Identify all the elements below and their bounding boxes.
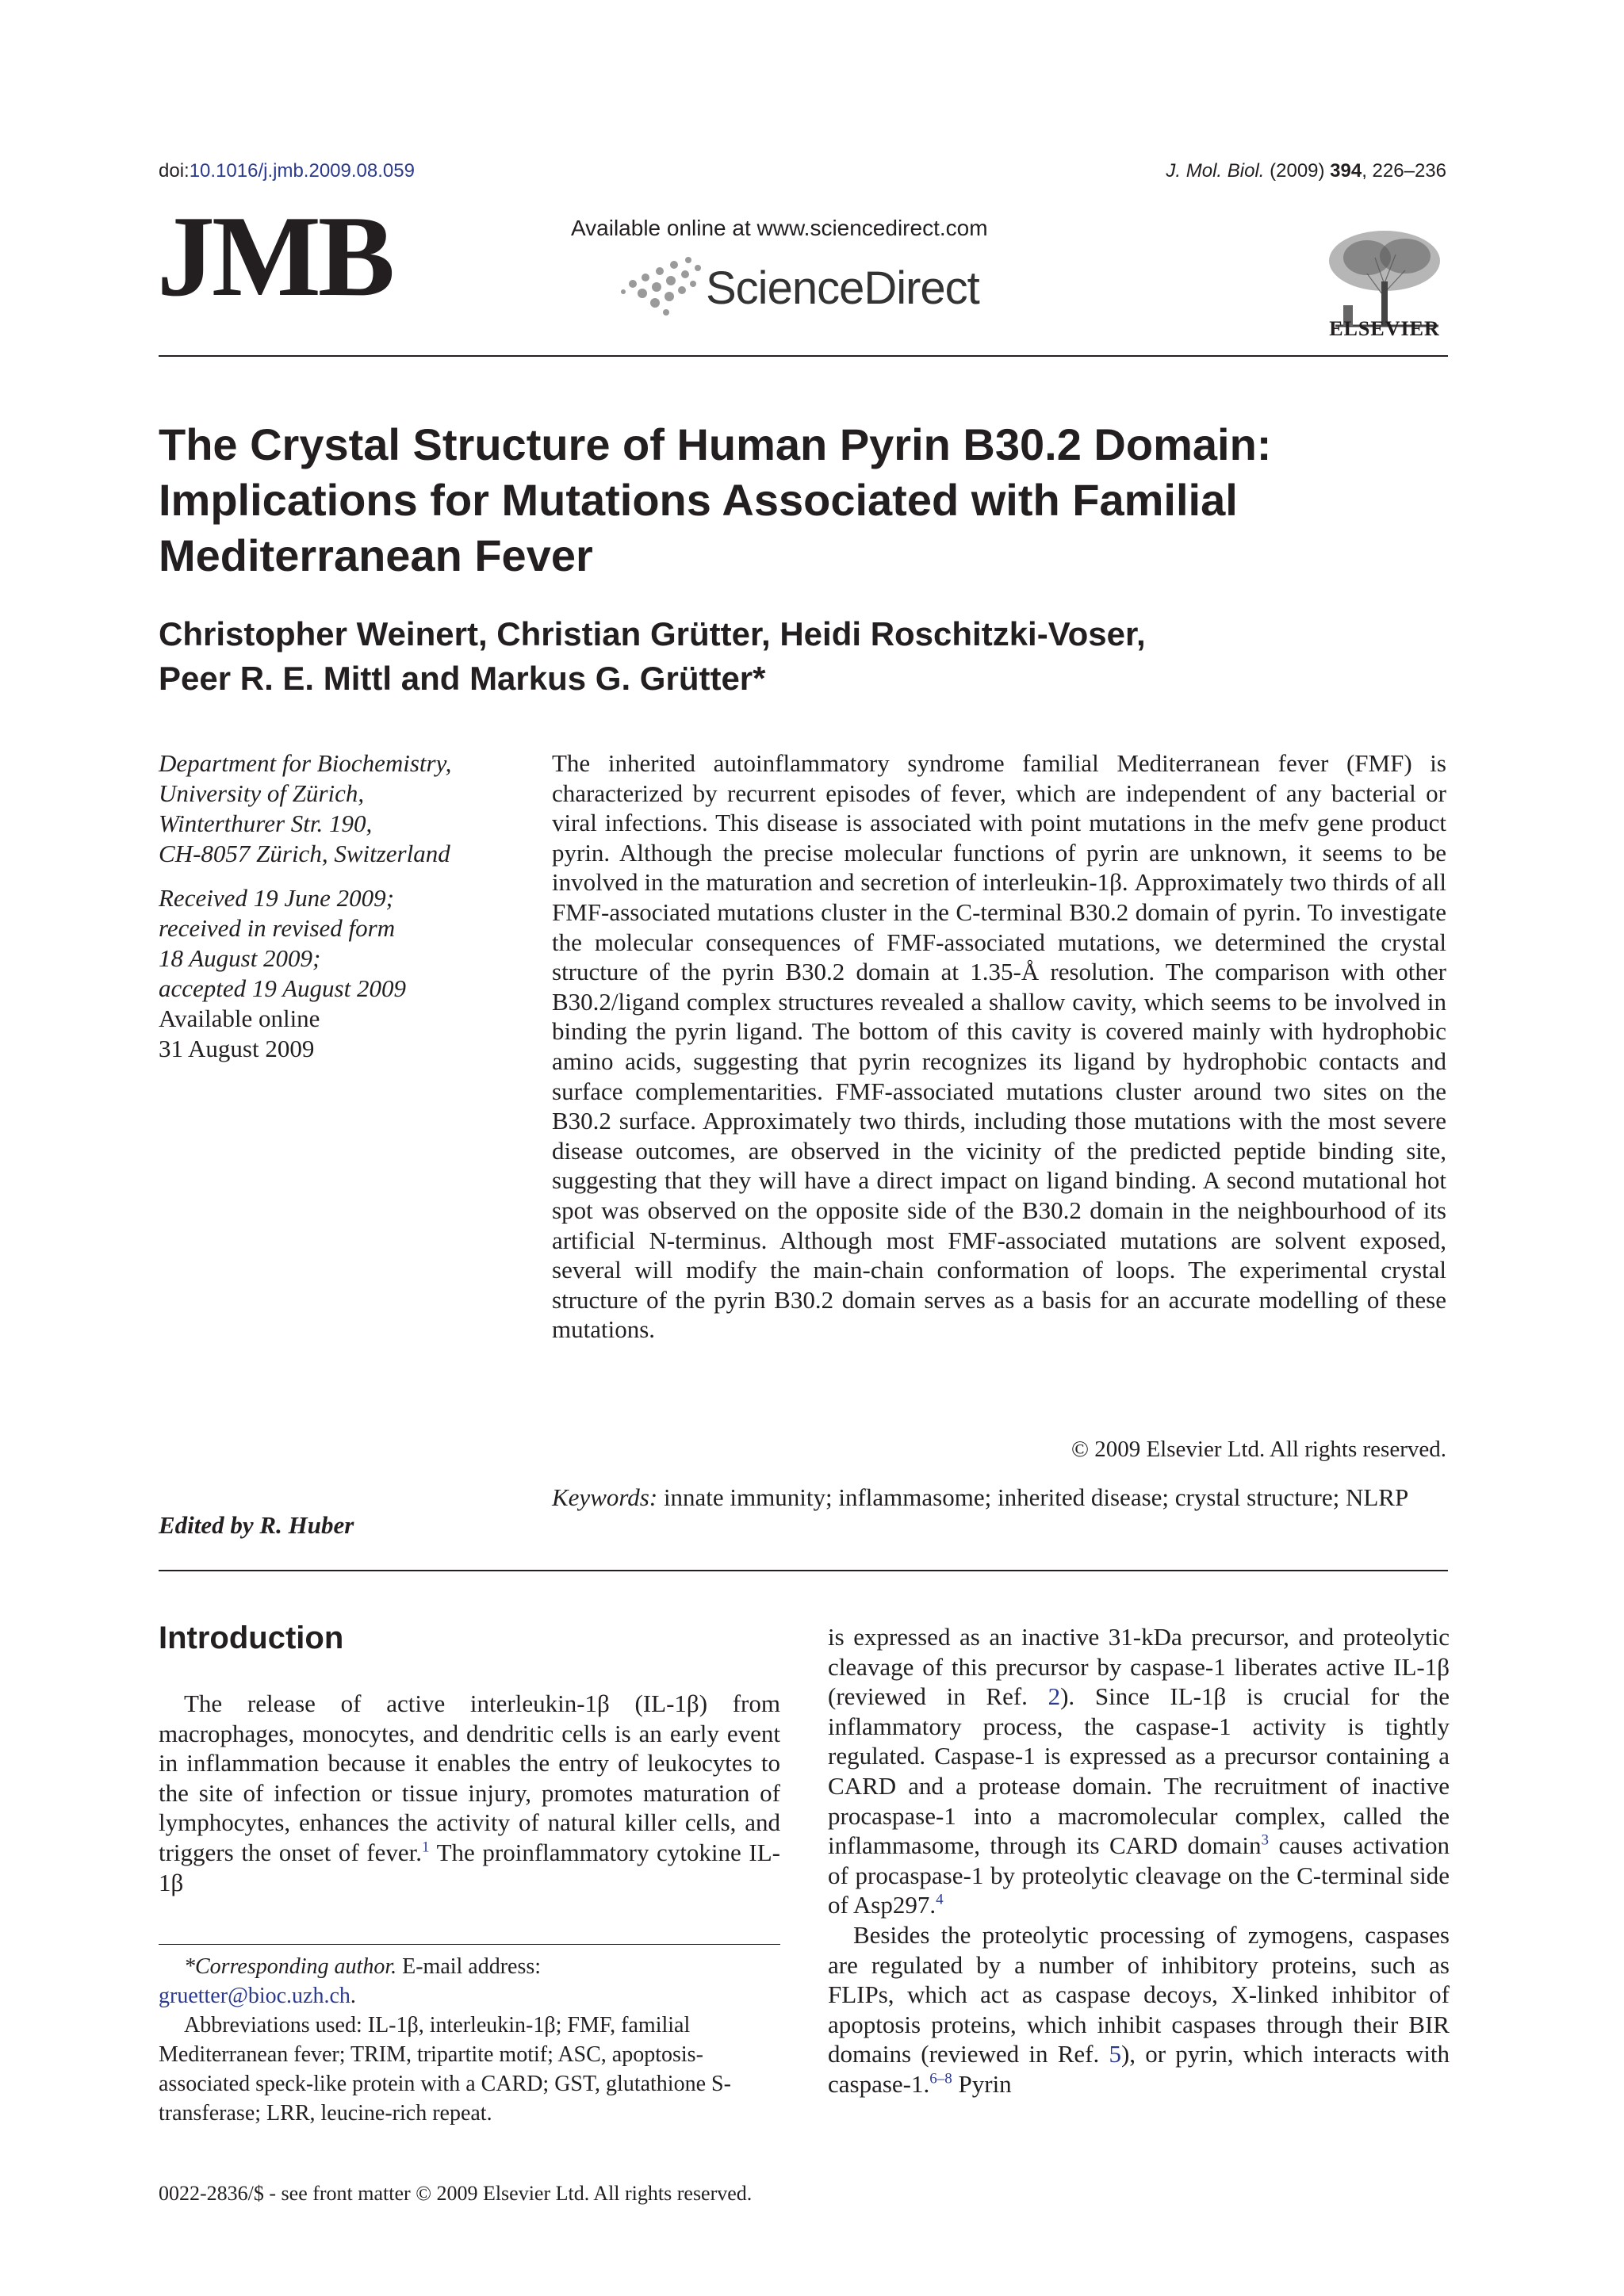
sciencedirect-wordmark: ScienceDirect: [706, 262, 979, 314]
journal-name: J. Mol. Biol.: [1166, 160, 1265, 182]
section-heading: Introduction: [159, 1621, 344, 1655]
paragraph: Besides the proteolytic processing of zymogens, caspases are regulated by a number of inhibitory proteins, such as FLIPs, which act as caspase decoys, X-linked inhibitor of apoptosis proteins, which inhibit caspases through their BIR domains (reviewed in Ref. 5), or pyrin, which interacts with caspase-1.$^{6-8}$ Pyrin: [828, 1920, 1450, 2098]
elsevier-logo-text: ELSEVIER: [1329, 317, 1440, 340]
edited-by: Edited by R. Huber: [159, 1511, 354, 1539]
author-list: [159, 612, 1459, 701]
corresponding-author-note: *Corresponding author. E-mail address:: [184, 1954, 542, 1979]
body-column-left: [159, 1689, 780, 1897]
authors-line-1: Christopher Weinert, Christian Grütter, Heidi Roschitzki-Voser,: [159, 615, 1146, 652]
article-title: The Crystal Structure of Human Pyrin B30.2 Domain: Implications for Mutations Associated with Familial Mediterranean Fever: [159, 419, 1272, 580]
reference-link[interactable]: 5: [1109, 2040, 1121, 2068]
header-divider: [159, 355, 1448, 357]
email-link[interactable]: gruetter@bioc.uzh.ch: [159, 1984, 350, 2008]
keywords: [552, 1483, 1446, 1513]
keywords-list: innate immunity; inflammasome; inherited disease; crystal structure; NLRP: [663, 1483, 1409, 1511]
paragraph: is expressed as an inactive 31-kDa precursor, and proteolytic cleavage of this precursor by caspase-1 liberates active IL-1β (reviewed in Ref. 2). Since IL-1β is crucial for the inflammatory process, the caspase-1 activity is tightly regulated. Caspase-1 is expressed as a precursor containing a CARD and a protease domain. The recruitment of inactive procaspase-1 into a macromolecular complex, called the inflammasome, through its CARD domain$^3$ causes activation of procaspase-1 by proteolytic cleavage on the C-terminal side of Asp297.$^4$: [828, 1623, 1450, 1919]
paragraph: The release of active interleukin-1β (IL-1β) from macrophages, monocytes, and dendritic cells is an early event in inflammation because it enables the entry of leukocytes to the site of infection or tissue injury, promotes maturation of lymphocytes, enhances the activity of natural killer cells, and triggers the onset of fever.$^1$ The proinflammatory cytokine IL-1β: [159, 1689, 781, 1896]
abbreviations-note: Abbreviations used: IL-1β, interleukin-1β; FMF, familial Mediterranean fever; TRIM, tripartite motif; ASC, apoptosis-associated speck-like protein with a CARD; GST, glutathione S-transferase; LRR, leucine-rich repeat.: [159, 2013, 731, 2126]
affiliation: Department for Biochemistry, University of Zürich, Winterthurer Str. 190, CH-8057 Zürich, Switzerland: [159, 749, 452, 867]
footnotes: *Corresponding author. E-mail address: gruetter@bioc.uzh.ch. Abbreviations used: IL-1β, interleukin-1β; FMF, familial Mediterranean fever; TRIM, tripartite motif; ASC, apoptosis-associated speck-like protein with a CARD; GST, glutathione S-transferase; LRR, leucine-rich repeat.: [159, 1952, 780, 2128]
reference-link[interactable]: 6–8: [929, 2070, 952, 2087]
abstract: The inherited autoinflammatory syndrome familial Mediterranean fever (FMF) is characterized by recurrent episodes of fever, which are independent of any bacterial or viral infections. This disease is associated with point mutations in the mefv gene product pyrin. Although the precise molecular functions of pyrin are unknown, it seems to be involved in the maturation and secretion of interleukin-1β. Approximately two thirds of all FMF-associated mutations cluster in the C-terminal B30.2 domain of pyrin. To investigate the molecular consequences of FMF-associated mutations, we determined the crystal structure of the pyrin B30.2 domain at 1.35-Å resolution. The comparison with other B30.2/ligand complex structures revealed a shallow cavity, which seems to be involved in binding the pyrin ligand. The bottom of this cavity is covered mainly with hydrophobic amino acids, suggesting that pyrin recognizes its ligand by hydrophobic contacts and surface complementarities. FMF-associated mutations cluster around two sites on the B30.2 surface. Approximately two thirds, including those mutations with the most severe disease outcomes, are observed in the vicinity of the predicted peptide binding site, suggesting that they will have a direct impact on ligand binding. A second mutational hot spot was observed on the opposite side of the B30.2 domain in the neighbourhood of its artificial N-terminus. Although most FMF-associated mutations are solvent exposed, several will modify the main-chain conformation of loops. The experimental crystal structure of the pyrin B30.2 domain serves as a basis for an accurate modelling of these mutations.: [552, 749, 1446, 1344]
journal-volume: 394: [1330, 160, 1362, 182]
article-dates: Received 19 June 2009; received in revised form 18 August 2009; accepted 19 August 2009 Available online 31 August 2009: [159, 884, 406, 1062]
jmb-logo: JMB: [157, 192, 393, 320]
abstract-copyright: © 2009 Elsevier Ltd. All rights reserved.: [1071, 1437, 1446, 1462]
reference-link[interactable]: 2: [1048, 1682, 1061, 1711]
reference-link[interactable]: 4: [936, 1892, 944, 1909]
reference-link[interactable]: 1: [422, 1839, 430, 1856]
doi: doi:10.1016/j.jmb.2009.08.059: [159, 160, 415, 182]
footnote-divider: [159, 1944, 780, 1945]
available-online-text: Available online at www.sciencedirect.com: [571, 216, 988, 240]
body-column-right: [828, 1622, 1450, 2099]
journal-citation: J. Mol. Biol. (2009) 394, 226–236: [1166, 160, 1446, 182]
authors-line-2: Peer R. E. Mittl and Markus G. Grütter*: [159, 660, 766, 697]
doi-link[interactable]: 10.1016/j.jmb.2009.08.059: [189, 160, 415, 182]
abstract-divider: [159, 1570, 1448, 1571]
issn-footer: 0022-2836/$ - see front matter © 2009 Elsevier Ltd. All rights reserved.: [159, 2182, 753, 2205]
keywords-label: Keywords:: [552, 1483, 658, 1511]
reference-link[interactable]: 3: [1261, 1831, 1270, 1849]
